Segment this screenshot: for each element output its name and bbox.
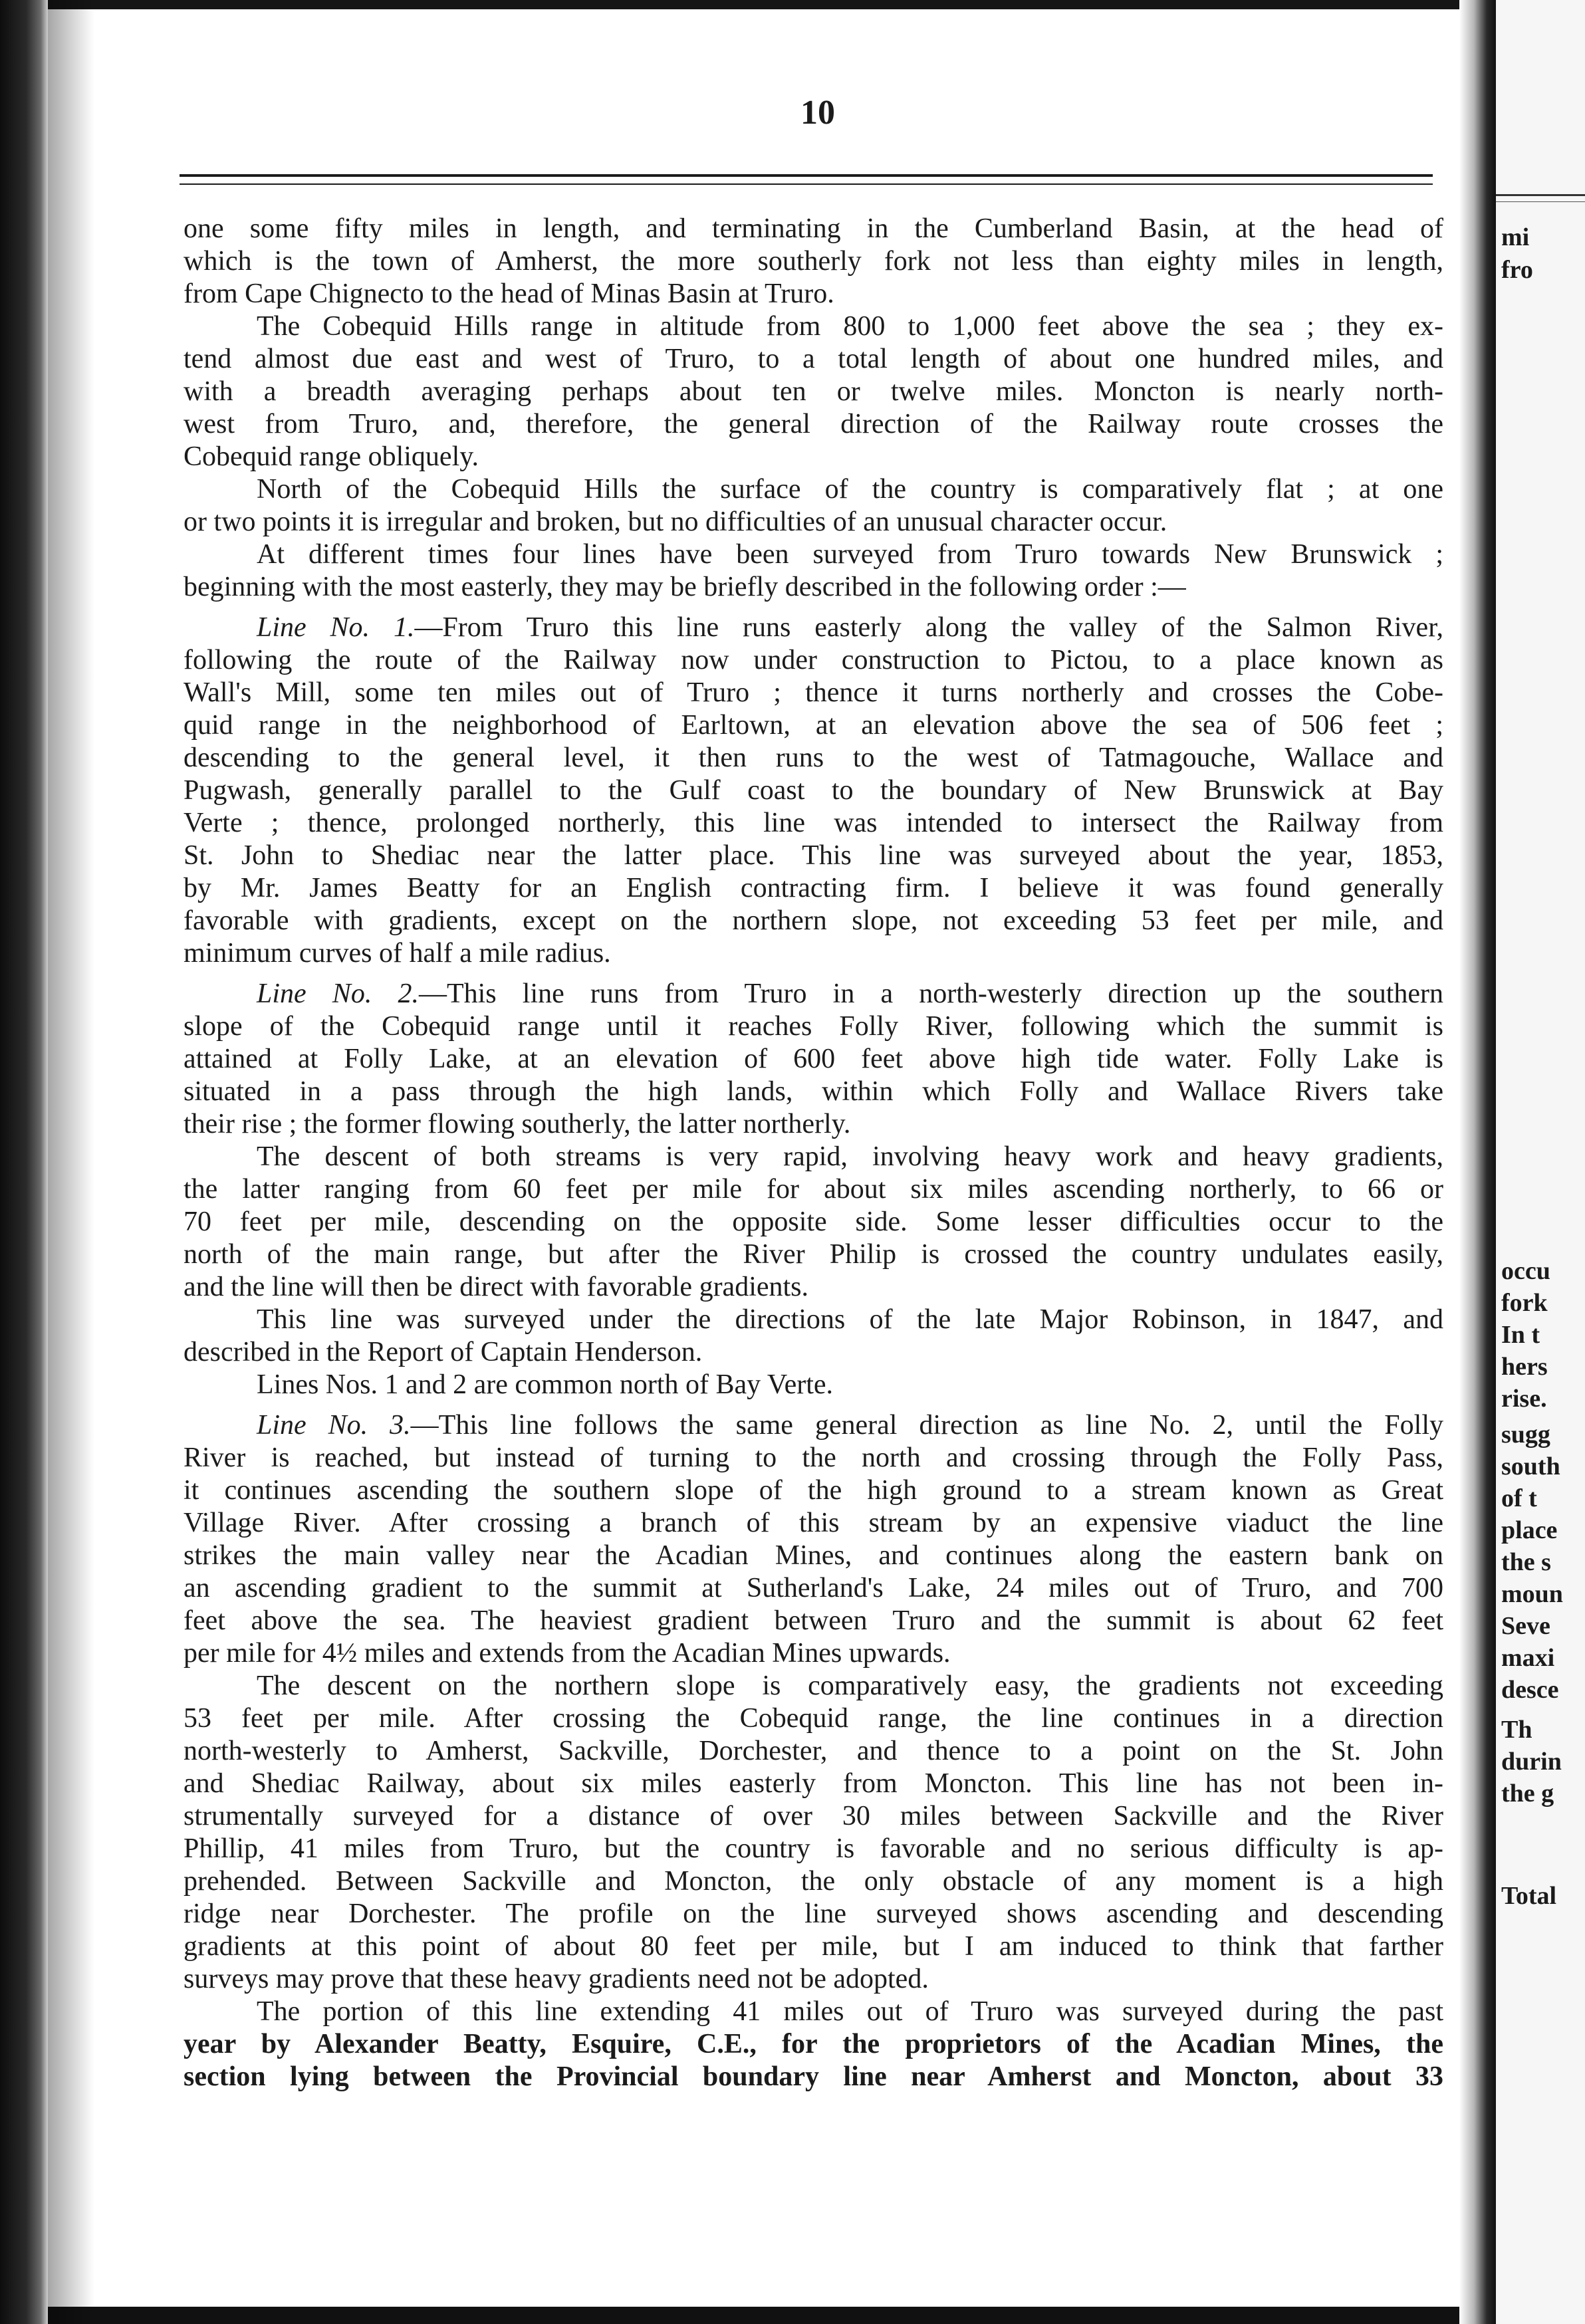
text-line: it continues ascending the southern slope of the high ground to a stream known as Great <box>183 1475 1443 1506</box>
text-line: strumentally surveyed for a distance of over 30 miles between Sackville and the River <box>183 1801 1443 1831</box>
section-heading: Line No. 2. <box>257 979 419 1009</box>
facing-fragment: Seve <box>1501 1612 1550 1640</box>
facing-fragment: fro <box>1501 256 1533 284</box>
text-line: minimum curves of half a mile radius. <box>183 938 611 969</box>
facing-fragment: the s <box>1501 1548 1551 1576</box>
text-line: Verte ; thence, prolonged northerly, this line was intended to intersect the Railway from <box>183 808 1443 838</box>
binding-shadow <box>48 0 94 2324</box>
facing-fragment: desce <box>1501 1676 1559 1704</box>
scan-border-bottom <box>48 2307 1471 2324</box>
scan-border-left <box>0 0 48 2324</box>
text-line: Cobequid range obliquely. <box>183 441 479 472</box>
scan-border-top <box>48 0 1471 9</box>
text-line: year by Alexander Beatty, Esquire, C.E., for the proprietors of the Acadian Mines, the <box>183 2029 1443 2059</box>
section-heading: Line No. 3. <box>257 1410 411 1441</box>
text-line: an ascending gradient to the summit at Sutherland's Lake, 24 miles out of Truro, and 700 <box>183 1573 1443 1603</box>
text-line: one some fifty miles in length, and terminating in the Cumberland Basin, at the head of <box>183 213 1443 244</box>
page-gutter <box>1459 0 1496 2324</box>
text-line: River is reached, but instead of turning to the north and crossing through the Folly Pass, <box>183 1443 1443 1473</box>
text-line: by Mr. James Beatty for an English contracting firm. I believe it was found generally <box>183 873 1443 903</box>
facing-fragment: occu <box>1501 1257 1550 1285</box>
text-line: prehended. Between Sackville and Moncton, the only obstacle of any moment is a high <box>183 1866 1443 1897</box>
facing-fragment: Total <box>1501 1882 1557 1910</box>
facing-fragment: Th <box>1501 1716 1532 1744</box>
facing-fragment: south <box>1501 1452 1560 1480</box>
text-line: favorable with gradients, except on the northern slope, not exceeding 53 feet per mile, and <box>183 905 1443 936</box>
text-line <box>183 612 1443 644</box>
text-line: west from Truro, and, therefore, the general direction of the Railway route crosses the <box>183 409 1443 439</box>
text-line: Pugwash, generally parallel to the Gulf coast to the boundary of New Brunswick at Bay <box>183 775 1443 806</box>
text-line: attained at Folly Lake, at an elevation of 600 feet above high tide water. Folly Lake is <box>183 1044 1443 1074</box>
text-line: feet above the sea. The heaviest gradient between Truro and the summit is about 62 feet <box>183 1605 1443 1636</box>
text-line: 53 feet per mile. After crossing the Cobequid range, the line continues in a direction <box>183 1703 1443 1734</box>
text-line: described in the Report of Captain Henderson. <box>183 1337 703 1367</box>
text-line: strikes the main valley near the Acadian Mines, and continues along the eastern bank on <box>183 1540 1443 1571</box>
text-line: descending to the general level, it then runs to the west of Tatmagouche, Wallace and <box>183 743 1443 773</box>
text-line: Wall's Mill, some ten miles out of Truro ; thence it turns northerly and crosses the Cobe- <box>183 677 1443 708</box>
text-line: tend almost due east and west of Truro, to a total length of about one hundred miles, and <box>183 344 1443 374</box>
text-line: their rise ; the former flowing southerly, the latter northerly. <box>183 1109 851 1139</box>
facing-fragment: place <box>1501 1516 1558 1544</box>
text-line: and the line will then be direct with favorable gradients. <box>183 1272 809 1302</box>
text-run: —This line runs from Truro in a north-westerly direction up the southern <box>418 979 1443 1009</box>
section-heading: Line No. 1. <box>257 612 415 643</box>
facing-fragment: sugg <box>1501 1421 1550 1449</box>
page-number: 10 <box>800 94 835 132</box>
text-line: following the route of the Railway now under construction to Pictou, to a place known as <box>183 645 1443 675</box>
text-run: —From Truro this line runs easterly along the valley of the Salmon River, <box>414 612 1443 643</box>
text-line: surveys may prove that these heavy gradients need not be adopted. <box>183 1964 929 1994</box>
text-line: or two points it is irregular and broken, but no difficulties of an unusual character occur. <box>183 507 1167 537</box>
text-run: —This line follows the same general direction as line No. 2, until the Folly <box>410 1410 1443 1441</box>
text-line <box>183 1409 1443 1442</box>
text-line: slope of the Cobequid range until it reaches Folly River, following which the summit is <box>183 1011 1443 1042</box>
text-line: per mile for 4½ miles and extends from the Acadian Mines upwards. <box>183 1638 951 1669</box>
facing-fragment: moun <box>1501 1580 1563 1608</box>
text-line: the latter ranging from 60 feet per mile for about six miles ascending northerly, to 66 or <box>183 1174 1443 1205</box>
body-text <box>183 213 1443 2093</box>
text-line: St. John to Shediac near the latter place. This line was surveyed about the year, 1853, <box>183 840 1443 871</box>
text-line: gradients at this point of about 80 feet per mile, but I am induced to think that farther <box>183 1931 1443 1962</box>
facing-fragment: hers <box>1501 1353 1548 1381</box>
facing-page-rule <box>1496 194 1585 202</box>
facing-fragment: rise. <box>1501 1385 1547 1413</box>
text-line: The descent of both streams is very rapid, involving heavy work and heavy gradients, <box>257 1141 1443 1172</box>
header-double-rule <box>180 174 1433 185</box>
text-line: Village River. After crossing a branch of this stream by an expensive viaduct the line <box>183 1508 1443 1538</box>
text-line: north-westerly to Amherst, Sackville, Dorchester, and thence to a point on the St. John <box>183 1736 1443 1766</box>
text-line: Phillip, 41 miles from Truro, but the country is favorable and no serious difficulty is ap- <box>183 1833 1443 1864</box>
text-line: which is the town of Amherst, the more southerly fork not less than eighty miles in length, <box>183 246 1443 277</box>
text-line: This line was surveyed under the directions of the late Major Robinson, in 1847, and <box>257 1304 1443 1335</box>
text-line: At different times four lines have been surveyed from Truro towards New Brunswick ; <box>257 539 1443 570</box>
text-line: The Cobequid Hills range in altitude from 800 to 1,000 feet above the sea ; they ex- <box>257 311 1443 342</box>
text-line: and Shediac Railway, about six miles easterly from Moncton. This line has not been in- <box>183 1768 1443 1799</box>
facing-fragment: the g <box>1501 1780 1554 1807</box>
facing-page-edge <box>1496 0 1585 2324</box>
text-line: with a breadth averaging perhaps about ten or twelve miles. Moncton is nearly north- <box>183 376 1443 407</box>
text-line: north of the main range, but after the River Philip is crossed the country undulates easily, <box>183 1239 1443 1270</box>
facing-fragment: durin <box>1501 1748 1562 1776</box>
facing-fragment: mi <box>1501 223 1530 251</box>
facing-fragment: maxi <box>1501 1644 1555 1672</box>
text-line: ridge near Dorchester. The profile on the line surveyed shows ascending and descending <box>183 1899 1443 1929</box>
text-line: North of the Cobequid Hills the surface of the country is comparatively flat ; at one <box>257 474 1443 505</box>
text-line: quid range in the neighborhood of Earltown, at an elevation above the sea of 506 feet ; <box>183 710 1443 741</box>
facing-fragment: of t <box>1501 1484 1537 1512</box>
text-line: situated in a pass through the high lands, within which Folly and Wallace Rivers take <box>183 1076 1443 1107</box>
text-line: The descent on the northern slope is comparatively easy, the gradients not exceeding <box>257 1671 1443 1701</box>
text-line: section lying between the Provincial boundary line near Amherst and Moncton, about 33 <box>183 2061 1443 2092</box>
text-line: Lines Nos. 1 and 2 are common north of Bay Verte. <box>257 1369 834 1400</box>
text-line: The portion of this line extending 41 miles out of Truro was surveyed during the past <box>257 1996 1443 2027</box>
text-line: from Cape Chignecto to the head of Minas Basin at Truro. <box>183 279 834 309</box>
text-line: beginning with the most easterly, they may be briefly described in the following order :— <box>183 572 1186 602</box>
facing-fragment: fork <box>1501 1289 1548 1317</box>
text-line <box>183 978 1443 1010</box>
facing-fragment: In t <box>1501 1321 1540 1349</box>
text-line: 70 feet per mile, descending on the opposite side. Some lesser difficulties occur to the <box>183 1207 1443 1237</box>
